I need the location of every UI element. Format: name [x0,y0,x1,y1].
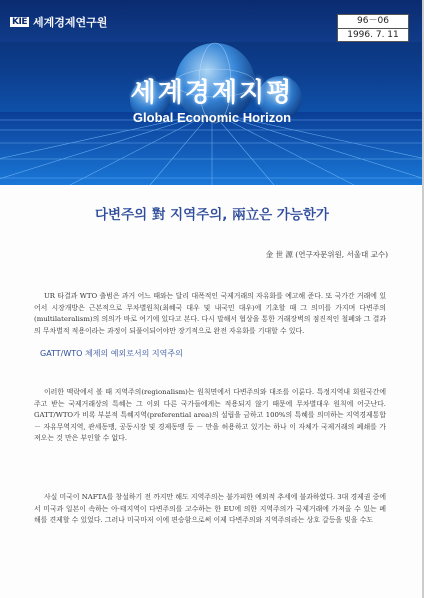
publication-title-en: Global Economic Horizon [132,110,292,125]
issue-number: 96－06 [338,15,408,29]
paragraph-2-text: 이러한 맥락에서 볼 때 지역주의(regionalism)는 원칙면에서 다변주의와 대조를 이룬다. 특정지역내 회원국간에 주고 받는 국제거래상의 특혜는 그 이외 다른 국가들에게는 적용되지 않기 때문에 무차별대우 원칙에 어긋난다. GATT/WTO가 비록 부분적 특혜지역(preferential area)의 설립을 금하고 100%의 특혜를 의미하는 지역경제통합 － 자유무역지역, 관세동맹, 공동시장 및 경제동맹 등 － 만을 허용하고 있기는 하나 이 자체가 국제거래의 폐쇄를 가져오는 것 만은 부인할 수 없다. [34,388,386,442]
section-heading: GATT/WTO 체제의 예외로서의 지역주의 [40,349,183,358]
paragraph-3-text: 사실 미국이 NAFTA를 창설하기 전 까지만 해도 지역주의는 불가피한 예외적 추세에 불과하였다. 3대 경제권 중에서 미국과 일본이 속하는 아·태지역이 다변주의를 고수하는 한 EU에 의한 지역주의가 국제거래에 가져올 수 있는 폐해를 견제할 수 있었다. 그러나 미국마저 이에 편승함으로써 이제 다변주의와 지역주의라는 상호 갈등을 빚을 수도 [34,493,386,524]
org-name: 세계경제연구원 [32,16,108,29]
paragraph-2 [34,387,386,445]
issue-box [337,14,409,42]
org-logo [10,14,107,30]
paragraph-1 [34,291,386,337]
issue-date: 1996. 7. 11 [347,30,399,40]
logo-mark: KIE [12,17,27,27]
publication-title-ko: 세계경제지평 [130,78,294,108]
author-line: 金 世 源 (연구자문위원, 서울대 교수) [265,250,388,259]
article-title: 다변주의 對 지역주의, 兩立은 가능한가 [95,207,329,223]
paragraph-3 [34,492,386,527]
paragraph-1-text: UR 타결과 WTO 출범은 과거 어느 때와는 달리 대폭적인 국제거래의 자유화를 예고해 준다. 또 국가간 거래에 있어서 시장개방은 근본적으로 무차별원칙(최혜국 대우 및 내국민 대우)에 기초할 때 그 의미를 가지며 다변주의(multilateralism)의 의의가 바로 여기에 있다고 본다. 다시 말해서 협상을 통한 거래장벽의 점진적인 철폐와 그 결과의 무차별적 적용이라는 과정이 되풀이되어야만 장기적으로 완전 자유화를 기대할 수 있다. [34,292,386,335]
header-banner [0,0,424,185]
